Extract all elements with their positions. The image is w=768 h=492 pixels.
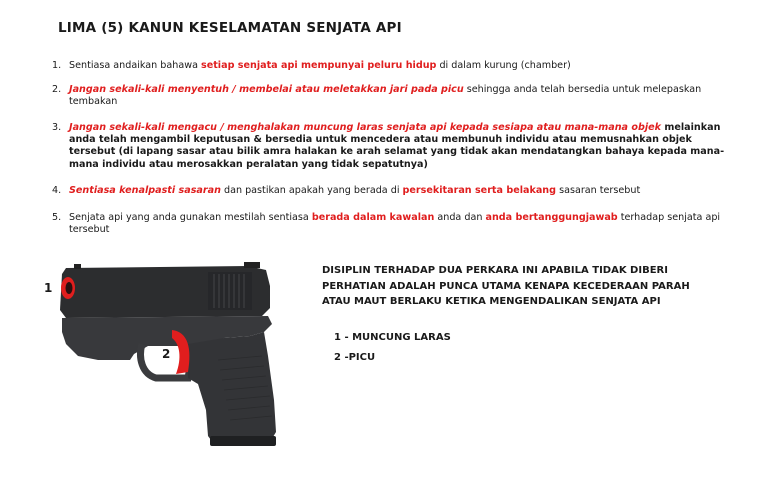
rule-text-run: sasaran tersebut [556,185,641,196]
rule-text [69,122,732,171]
pistol-grip [188,332,276,444]
warning-text: DISIPLIN TERHADAP DUA PERKARA INI APABILA TIDAK DIBERI PERHATIAN ADALAH PUNCA UTAMA KENAPA KECEDERAAN PARAH ATAU MAUT BERLAKU KETIKA MENGENDALIKAN SENJATA API [322,265,690,307]
rule-number: 3. [52,122,62,133]
rule-text-run: Senjata api yang anda gunakan mestilah sentiasa [69,212,312,223]
rule-text-run: di dalam kurung (chamber) [436,60,571,71]
legend-item-muzzle: 1 - MUNCUNG LARAS [334,332,451,343]
rule-text-run: Sentiasa andaikan bahawa [69,60,201,71]
rule-text [69,84,732,108]
rule-text-run: dan pastikan apakah yang berada di [220,185,403,196]
rule-text-run: sehingga anda telah bersedia untuk melepaskan tembakan [69,84,702,108]
rule-text-bold: melainkan anda telah mengambil keputusan & bersedia untuk mencedera atau membunuh individu atau memusnahkan objek tersebut (di lapang sasar atau bilik amra halakan ke arah selamat yang tidak akan mendatangkan bahaya kepada mana-mana individu atau merosakkan peralatan yang tidak sepatutnya) [69,122,725,170]
rule-text-highlight: Jangan sekali-kali mengacu / menghalakan muncung laras senjata api kepada sesiapa atau mana-mana objek [69,122,662,133]
rule-text-highlight: Jangan sekali-kali menyentuh / membelai atau meletakkan jari pada picu [69,84,464,95]
rear-sight [244,262,260,268]
rule-number: 1. [52,60,62,71]
rule-item [52,185,732,197]
trigger-label: 2 [162,347,171,361]
rule-text [69,212,732,236]
rule-text-run: anda dan [434,212,486,223]
rule-item [52,84,732,108]
rule-text-highlight: setiap senjata api mempunyai peluru hidup [201,60,437,71]
rule-item [52,122,732,171]
rule-text [69,185,732,197]
muzzle-label: 1 [44,281,53,295]
rule-number: 5. [52,212,62,223]
serration-lines [214,274,244,308]
rule-item [52,60,732,72]
rule-number: 2. [52,84,62,95]
rule-text-highlight: persekitaran serta belakang [402,185,557,196]
rule-number: 4. [52,185,62,196]
rule-text-run: terhadap senjata api tersebut [69,212,721,236]
muzzle-bore [66,282,73,294]
legend-item-trigger: 2 -PICU [334,352,376,363]
pistol-illustration [38,260,288,455]
rule-item [52,212,732,236]
page-title: LIMA (5) KANUN KESELAMATAN SENJATA API [58,20,402,36]
rule-text-highlight: anda bertanggungjawab [485,212,618,223]
front-sight [74,264,81,269]
rule-text-highlight: berada dalam kawalan [311,212,435,223]
magazine-base [210,436,276,446]
rule-text-highlight: Sentiasa kenalpasti sasaran [69,185,221,196]
rule-text [69,60,732,72]
